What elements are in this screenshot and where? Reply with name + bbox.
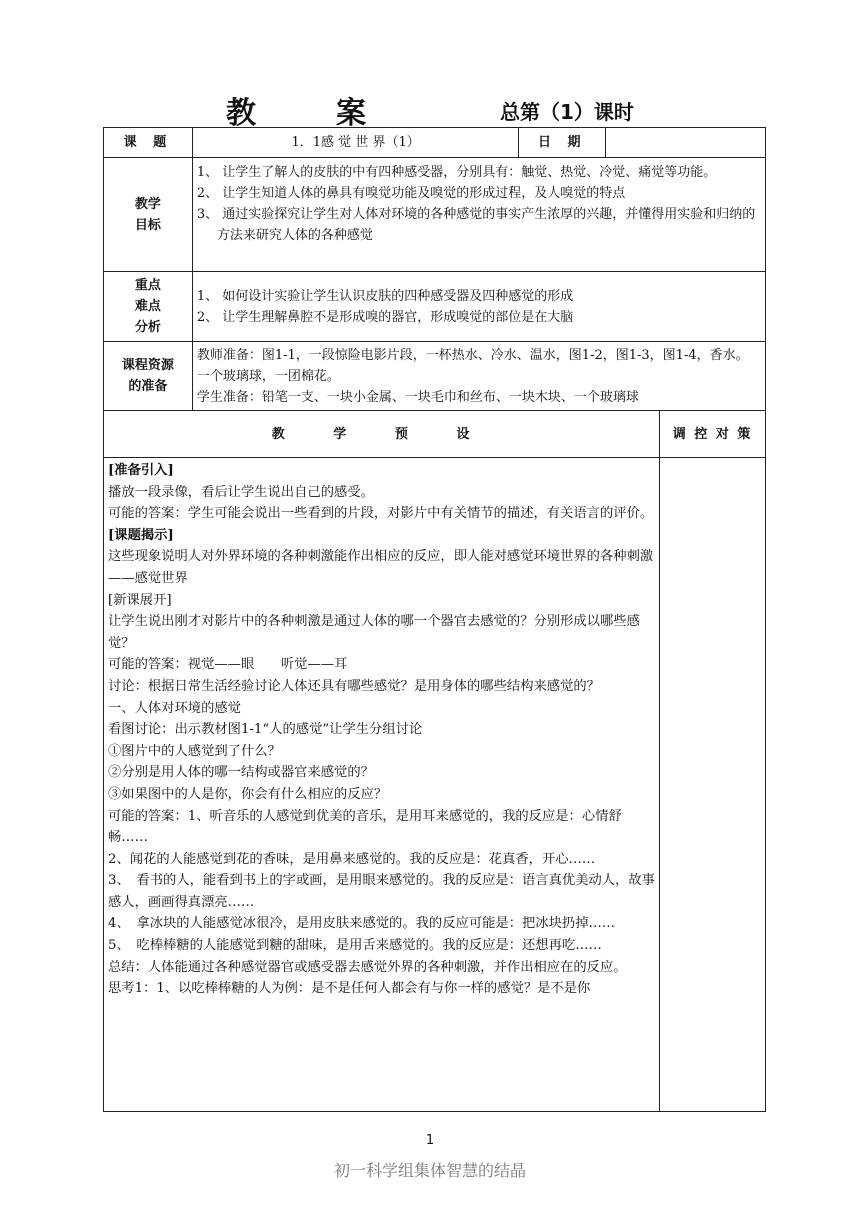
- body-line: 思考1：1、以吃棒棒糖的人为例：是不是任何人都会有与你一样的感觉？是不是你: [108, 981, 591, 997]
- lesson-plan-table: [103, 127, 766, 1112]
- resources-label: 课程资源 的准备: [104, 342, 193, 411]
- body-line: ①图片中的人感觉到了什么？: [108, 743, 281, 759]
- objective-item: 2、 让学生知道人体的鼻具有嗅觉功能及嗅觉的形成过程，及人嗅觉的特点: [196, 186, 626, 201]
- body-line: 3、 看书的人，能看到书上的字或画，是用眼来感觉的。我的反应是：语言真优美动人，故事感人，画画得真漂亮……: [108, 873, 655, 910]
- section-heading: [新课展开]: [108, 592, 172, 608]
- keypoints-row: [104, 272, 766, 342]
- date-value: [606, 128, 766, 158]
- resources-content: [192, 342, 765, 411]
- topic-value: 1．1感 觉 世 界（1）: [192, 128, 518, 158]
- body-line: 一、人体对环境的感觉: [108, 700, 241, 716]
- body-line: 讨论：根据日常生活经验讨论人体还具有哪些感觉？是用身体的哪些结构来感觉的？: [108, 678, 600, 694]
- date-label: 日 期: [519, 128, 606, 158]
- resources-row: [104, 342, 766, 411]
- body-line: 2、闻花的人能感觉到花的香味，是用鼻来感觉的。我的反应是：花真香，开心……: [108, 851, 596, 867]
- plan-heading-row: [104, 411, 766, 458]
- body-line: 可能的答案：视觉——眼 听觉——耳: [108, 657, 348, 673]
- lesson-number: 总第（1）课时: [500, 100, 634, 124]
- body-line: 总结：人体能通过各种感觉器官或感受器去感觉外界的各种刺激，并作出相应在的反应。: [108, 959, 627, 975]
- body-line: ③如果图中的人是你，你会有什么相应的反应？: [108, 786, 388, 802]
- control-strategy-cell: [660, 458, 766, 1112]
- body-line: 让学生说出刚才对影片中的各种刺激是通过人体的哪一个器官去感觉的？分别形成以哪些感觉？: [108, 614, 640, 651]
- keypoint-item: 2、 让学生理解鼻腔不是形成嗅的器官，形成嗅觉的部位是在大脑: [196, 309, 574, 325]
- teacher-resources: 教师准备：图1-1，一段惊险电影片段，一杯热水、冷水、温水，图1-2，图1-3，图1-4，香水。一个玻璃球，一团棉花。: [196, 347, 749, 384]
- objective-item: 3、 通过实验探究让学生对人体对环境的各种感觉的事实产生浓厚的兴趣，并懂得用实验和归纳的方法来研究人体的各种感觉: [196, 207, 756, 243]
- topic-row: [104, 128, 766, 158]
- body-line: 这些现象说明人对外界环境的各种刺激能作出相应的反应，即人能对感觉环境世界的各种刺激——感觉世界: [108, 549, 654, 586]
- body-line: 播放一段录像，看后让学生说出自己的感受。: [108, 484, 374, 500]
- page-number: 1: [425, 1133, 435, 1148]
- body-line: 5、 吃棒棒糖的人能感觉到糖的甜味，是用舌来感觉的。我的反应是：还想再吃……: [108, 938, 602, 954]
- objective-item: 1、 让学生了解人的皮肤的中有四种感受器，分别具有：触觉、热觉、冷觉、痛觉等功能。: [196, 165, 717, 180]
- keypoints-label: 重点 难点 分析: [104, 272, 193, 342]
- body-line: 可能的答案：学生可能会说出一些看到的片段，对影片中有关情节的描述，有关语言的评价。: [108, 506, 654, 522]
- keypoint-item: 1、 如何设计实验让学生认识皮肤的四种感受器及四种感觉的形成: [196, 288, 574, 304]
- objectives-content: [192, 158, 765, 272]
- body-line: 可能的答案：1、听音乐的人感觉到优美的音乐，是用耳来感觉的，我的反应是：心情舒畅……: [108, 808, 622, 846]
- plan-heading-left: 教 学 预 设: [104, 411, 660, 458]
- plan-body-row: [104, 458, 766, 1112]
- topic-label: 课 题: [104, 128, 193, 158]
- body-line: ②分别是用人体的哪一结构或器官来感觉的？: [108, 765, 374, 781]
- objectives-row: [104, 158, 766, 272]
- objectives-label: 教学 目标: [104, 158, 193, 272]
- body-line: 4、 拿冰块的人能感觉冰很冷，是用皮肤来感觉的。我的反应可能是：把冰块扔掉……: [108, 916, 616, 932]
- section-heading: [准备引入]: [108, 463, 174, 478]
- plan-heading-right: 调 控 对 策: [660, 411, 766, 458]
- section-heading: [课题揭示]: [108, 527, 174, 543]
- footer-note: 初一科学组集体智慧的结晶: [333, 1161, 526, 1180]
- keypoints-content: [192, 272, 765, 342]
- plan-body: [104, 458, 660, 1112]
- body-line: 看图讨论：出示教材图1-1“人的感觉”让学生分组讨论: [108, 722, 423, 738]
- page-title: 教案: [226, 96, 446, 131]
- student-resources: 学生准备：铅笔一支、一块小金属、一块毛巾和丝布、一块木块、一个玻璃球: [196, 389, 639, 405]
- page-header: [0, 88, 860, 131]
